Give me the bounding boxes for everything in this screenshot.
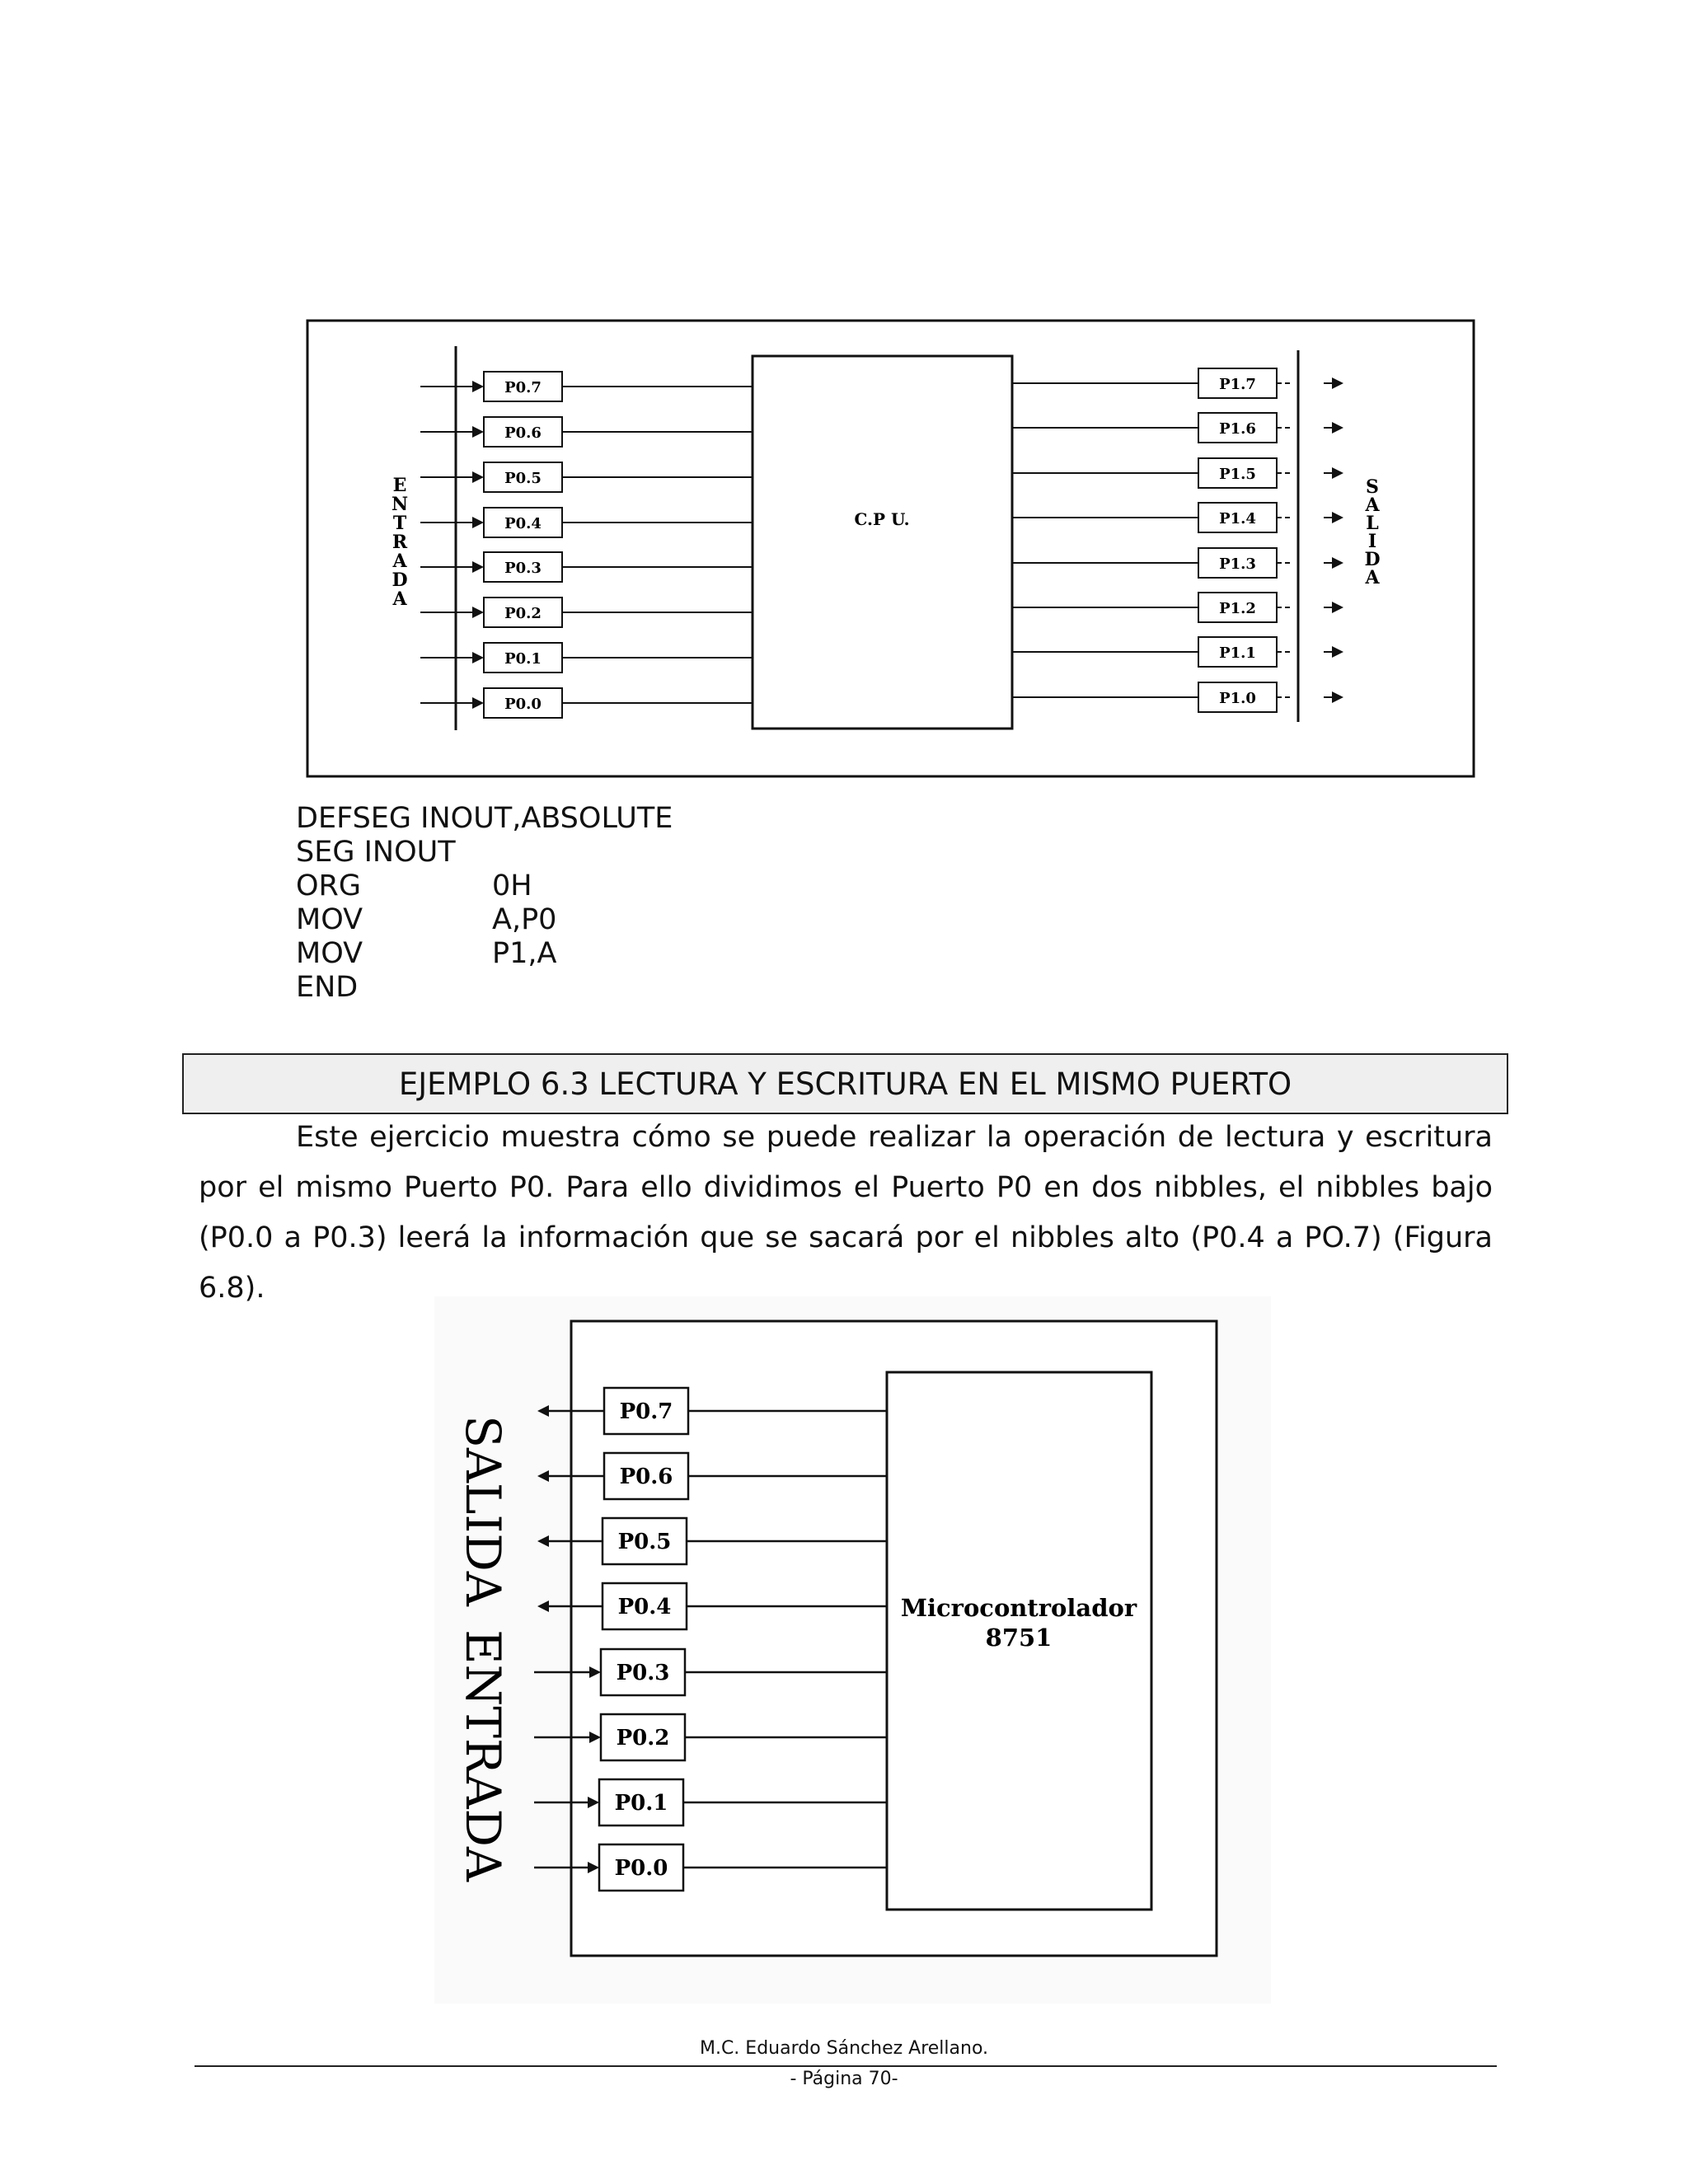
- salida-letter: D: [1364, 549, 1381, 570]
- code-arg: P1,A: [492, 937, 557, 970]
- code-op: MOV: [296, 903, 363, 936]
- code-arg: A,P0: [492, 903, 557, 936]
- code-op: DEFSEG INOUT,ABSOLUTE: [296, 802, 673, 835]
- output-arrow-head: [1332, 467, 1343, 479]
- code-line: [296, 971, 673, 1005]
- output-arrow-head: [1332, 557, 1343, 569]
- code-op: MOV: [296, 937, 363, 970]
- code-op: ORG: [296, 869, 361, 902]
- code-line: [296, 869, 673, 903]
- port-pin-label: P0.4: [617, 1595, 672, 1619]
- output-arrow-head: [1332, 602, 1343, 613]
- entrada-letter: D: [392, 569, 408, 591]
- entrada-letter: R: [392, 532, 408, 553]
- input-arrow-head: [472, 517, 484, 528]
- output-pin-label: P1.4: [1219, 510, 1256, 527]
- input-pin-label: P0.2: [504, 605, 542, 622]
- entrada-vertical-label: [392, 475, 408, 610]
- input-pin-label: P0.6: [504, 424, 542, 442]
- body-paragraph: Este ejercicio muestra cómo se puede realizar la operación de lectura y escritura por el mismo Puerto P0. Para ello dividimos el Puerto P0 en dos nibbles, el nibbles bajo (P0.0 a P0.3) leerá la información que se sacará por el nibbles alto (P0.4 a PO.7) (Figura 6.8).: [199, 1121, 1493, 1305]
- port-io-diagram: [0, 0, 1688, 791]
- salida-letter: I: [1367, 531, 1377, 552]
- section-heading-text: EJEMPLO 6.3 LECTURA Y ESCRITURA EN EL MISMO PUERTO: [398, 1066, 1292, 1102]
- microcontroller-label: Microcontrolador: [900, 1594, 1137, 1622]
- output-pin-label: P1.3: [1219, 555, 1256, 573]
- entrada-rotated-label: ENTRADA: [455, 1629, 511, 1882]
- input-arrow-head: [472, 381, 484, 392]
- port-pin-label: P0.6: [619, 1465, 673, 1489]
- entrada-letter: N: [391, 494, 409, 515]
- entrada-letter: E: [392, 475, 407, 496]
- port-pin-label: P0.1: [614, 1791, 668, 1816]
- input-arrow-head: [472, 471, 484, 483]
- footer-author: M.C. Eduardo Sánchez Arellano.: [699, 2038, 989, 2059]
- output-pin-label: P1.7: [1219, 376, 1256, 393]
- input-pin-label: P0.7: [504, 379, 542, 396]
- salida-rotated-label: SALIDA: [455, 1415, 511, 1606]
- page-number: - Página 70-: [790, 2069, 898, 2089]
- input-arrow-head: [472, 561, 484, 573]
- section-heading: [182, 1053, 1508, 1114]
- output-arrow-head: [1332, 512, 1343, 523]
- input-arrow-head: [472, 697, 484, 709]
- salida-vertical-label: [1364, 476, 1380, 588]
- input-pin-label: P0.4: [504, 515, 542, 532]
- output-pin-label: P1.5: [1219, 466, 1256, 483]
- salida-letter: A: [1365, 494, 1380, 516]
- output-arrow-head: [1332, 422, 1343, 434]
- output-arrow-head: [1332, 691, 1343, 703]
- input-arrow-head: [472, 607, 484, 618]
- port-pin-label: P0.2: [616, 1726, 670, 1750]
- input-arrow-head: [472, 652, 484, 663]
- output-pin-label: P1.2: [1219, 600, 1256, 617]
- port-pin-label: P0.5: [617, 1530, 672, 1554]
- port-pin-label: P0.7: [619, 1399, 673, 1424]
- code-line: [296, 802, 673, 836]
- output-arrow-head: [1332, 377, 1343, 389]
- salida-letter: S: [1366, 476, 1379, 498]
- output-pin-label: P1.1: [1219, 644, 1256, 662]
- shared-port-diagram: [0, 1286, 1688, 2011]
- output-pin-label: P1.6: [1219, 420, 1256, 438]
- code-op: SEG INOUT: [296, 836, 456, 869]
- input-pin-label: P0.3: [504, 560, 542, 577]
- cpu-box: [753, 356, 1012, 729]
- entrada-letter: A: [392, 588, 407, 610]
- footer-divider: [195, 2065, 1497, 2067]
- salida-letter: A: [1365, 567, 1380, 588]
- port-pin-label: P0.0: [614, 1856, 668, 1881]
- output-arrow-head: [1332, 646, 1343, 658]
- input-pin-label: P0.0: [504, 696, 542, 713]
- cpu-label: C.P U.: [854, 509, 910, 529]
- input-pin-label: P0.5: [504, 470, 542, 487]
- input-pin-label: P0.1: [504, 650, 542, 668]
- code-line: [296, 836, 673, 869]
- entrada-letter: A: [392, 551, 407, 572]
- code-line: [296, 937, 673, 971]
- salida-letter: L: [1366, 513, 1379, 534]
- port-pin-label: P0.3: [616, 1661, 670, 1685]
- entrada-letter: T: [392, 513, 407, 534]
- output-pin-label: P1.0: [1219, 690, 1256, 707]
- code-listing: [296, 802, 673, 1005]
- microcontroller-model: 8751: [985, 1624, 1053, 1652]
- code-arg: 0H: [492, 869, 532, 902]
- code-line: [296, 903, 673, 937]
- code-op: END: [296, 971, 359, 1004]
- input-arrow-head: [472, 426, 484, 438]
